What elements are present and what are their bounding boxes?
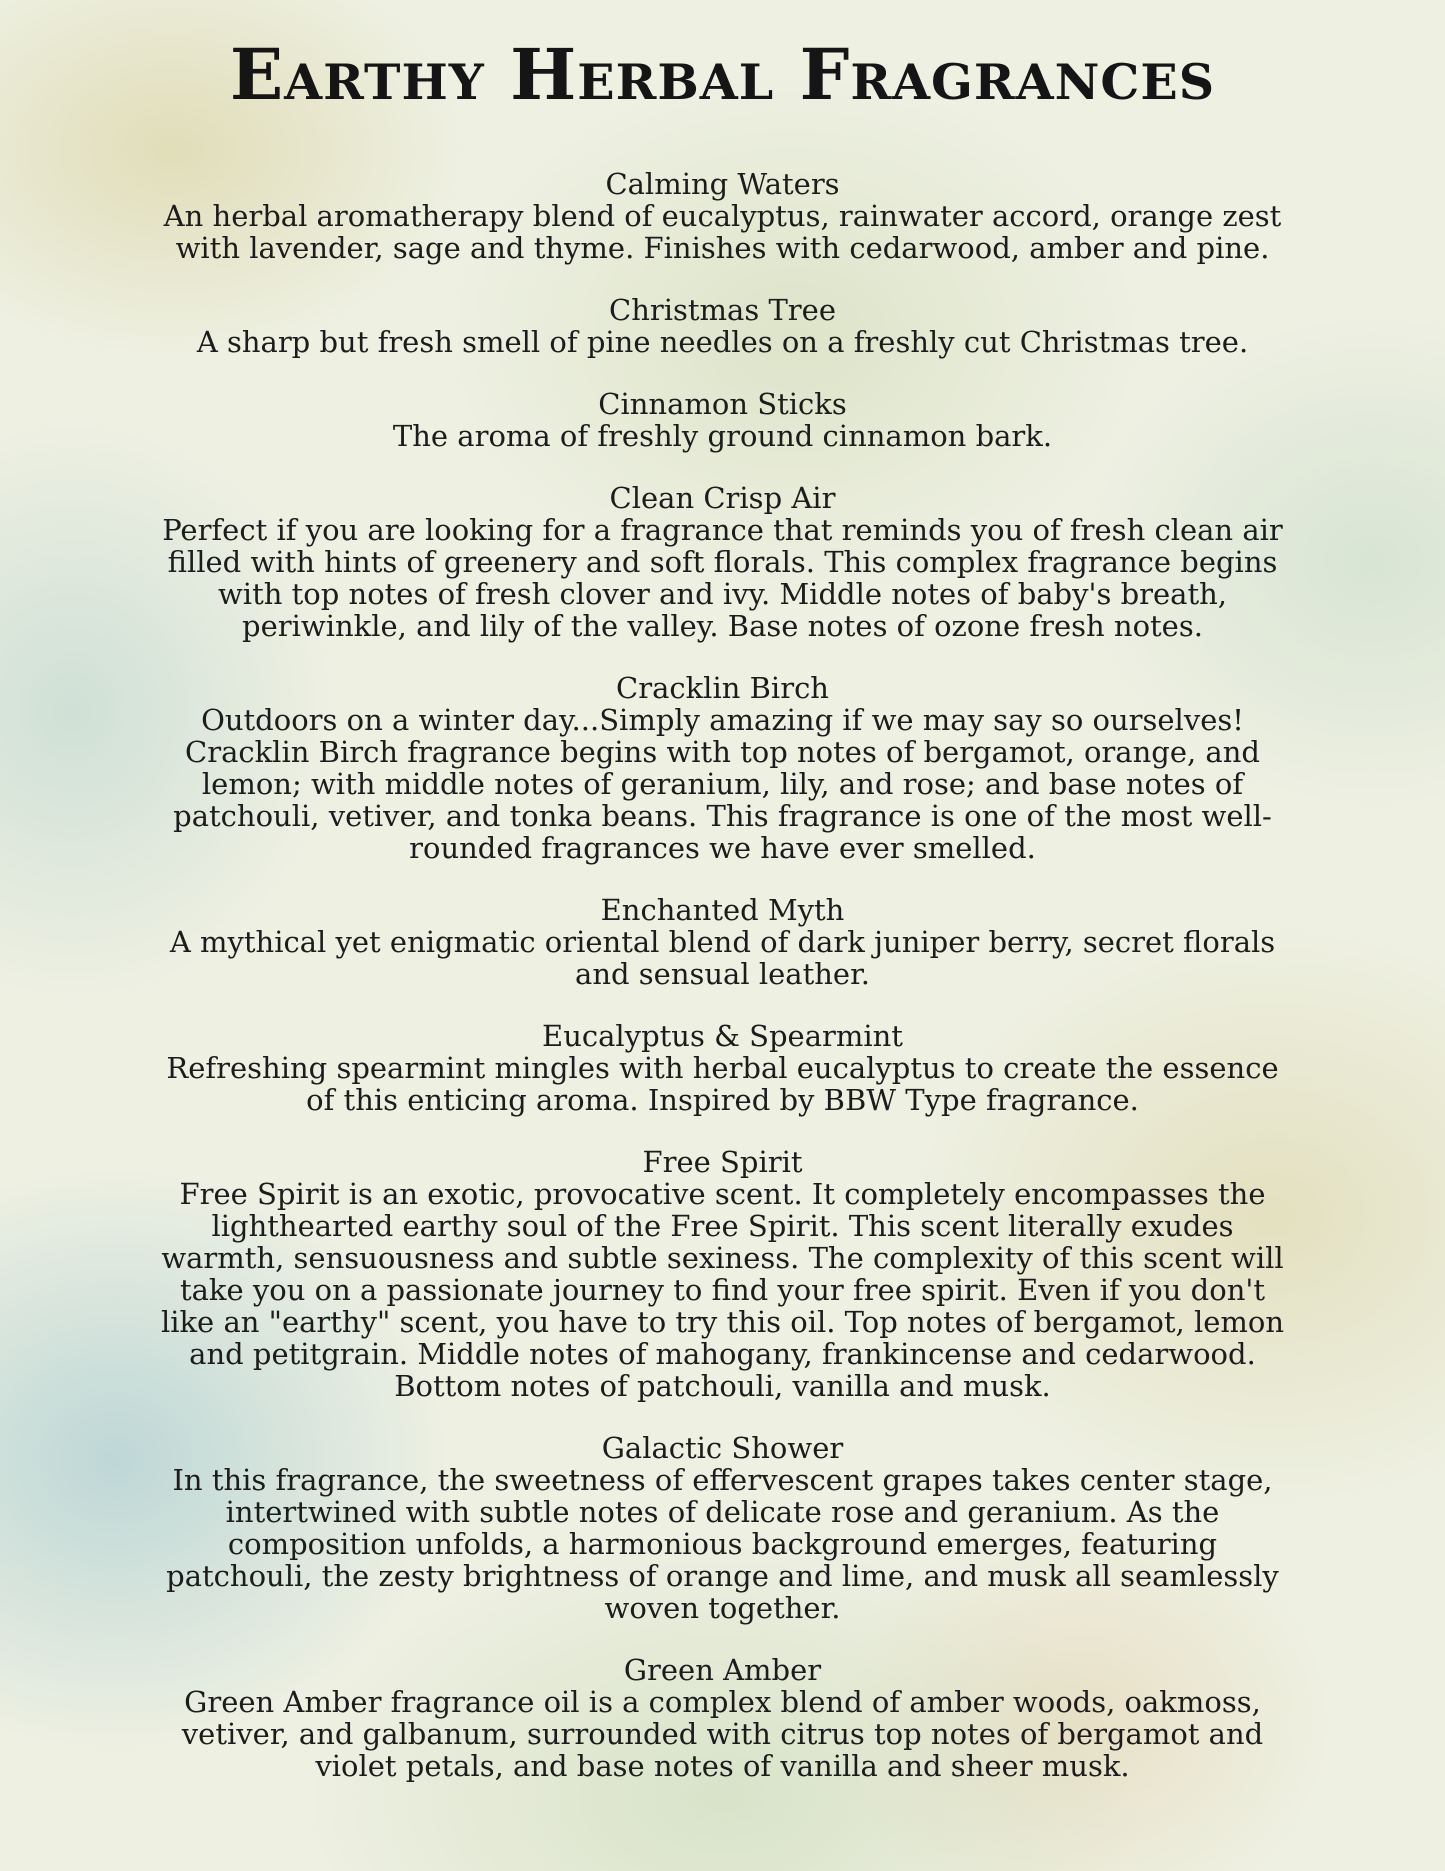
fragrance-entry — [110, 388, 1335, 452]
fragrance-description — [110, 420, 1335, 452]
fragrance-description — [110, 200, 1335, 264]
fragrance-entry — [110, 1654, 1335, 1782]
fragrance-name: Eucalyptus & Spearmint — [542, 1019, 903, 1053]
description-line: lemon; with middle notes of geranium, lily, and rose; and base notes of — [201, 767, 1244, 801]
description-line: Outdoors on a winter day...Simply amazing if we may say so ourselves! — [201, 703, 1244, 737]
description-line: periwinkle, and lily of the valley. Base notes of ozone fresh notes. — [242, 609, 1203, 643]
fragrance-description — [110, 1464, 1335, 1624]
fragrance-description — [110, 1686, 1335, 1782]
fragrance-entry — [110, 672, 1335, 864]
fragrance-name: Enchanted Myth — [600, 893, 845, 927]
description-line: rounded fragrances we have ever smelled. — [409, 831, 1036, 865]
description-line: lighthearted earthy soul of the Free Spirit. This scent literally exudes — [211, 1209, 1234, 1243]
fragrance-entry — [110, 1432, 1335, 1624]
fragrance-description — [110, 704, 1335, 864]
description-line: take you on a passionate journey to find your free spirit. Even if you don't — [179, 1273, 1265, 1307]
description-line: Refreshing spearmint mingles with herbal eucalyptus to create the essence — [166, 1051, 1279, 1085]
fragrance-name: Cracklin Birch — [616, 671, 829, 705]
fragrance-name: Galactic Shower — [601, 1431, 844, 1465]
fragrance-description — [110, 1052, 1335, 1116]
fragrance-entry — [110, 1020, 1335, 1116]
description-line: A mythical yet enigmatic oriental blend of dark juniper berry, secret florals — [169, 925, 1276, 959]
description-line: intertwined with subtle notes of delicate rose and geranium. As the — [225, 1495, 1220, 1529]
description-line: woven together. — [604, 1591, 841, 1625]
fragrance-name: Cinnamon Sticks — [598, 387, 847, 421]
fragrance-description — [110, 326, 1335, 358]
page-title: Earthy Herbal Fragrances — [229, 33, 1216, 116]
description-line: violet petals, and base notes of vanilla and sheer musk. — [315, 1749, 1130, 1783]
fragrance-description — [110, 1178, 1335, 1402]
description-line: Perfect if you are looking for a fragrance that reminds you of fresh clean air — [162, 513, 1283, 547]
description-line: filled with hints of greenery and soft florals. This complex fragrance begins — [167, 545, 1278, 579]
description-line: of this enticing aroma. Inspired by BBW Type fragrance. — [306, 1083, 1139, 1117]
description-line: warmth, sensuousness and subtle sexiness. The complexity of this scent will — [161, 1241, 1284, 1275]
description-line: patchouli, vetiver, and tonka beans. This fragrance is one of the most well- — [173, 799, 1272, 833]
fragrance-name: Calming Waters — [605, 167, 840, 201]
fragrance-entry — [110, 1146, 1335, 1402]
description-line: The aroma of freshly ground cinnamon bark. — [392, 419, 1053, 453]
description-line: like an "earthy" scent, you have to try this oil. Top notes of bergamot, lemon — [160, 1305, 1285, 1339]
description-line: An herbal aromatherapy blend of eucalyptus, rainwater accord, orange zest — [163, 199, 1282, 233]
description-line: Bottom notes of patchouli, vanilla and musk. — [394, 1369, 1051, 1403]
description-line: with lavender, sage and thyme. Finishes with cedarwood, amber and pine. — [175, 231, 1270, 265]
fragrance-name: Clean Crisp Air — [609, 481, 836, 515]
fragrance-list — [110, 168, 1335, 1812]
fragrance-name: Free Spirit — [642, 1145, 803, 1179]
fragrance-name: Green Amber — [623, 1653, 822, 1687]
fragrance-entry — [110, 482, 1335, 642]
fragrance-name: Christmas Tree — [609, 293, 836, 327]
description-line: Green Amber fragrance oil is a complex blend of amber woods, oakmoss, — [184, 1685, 1261, 1719]
description-line: and sensual leather. — [575, 957, 870, 991]
description-line: A sharp but fresh smell of pine needles on a freshly cut Christmas tree. — [196, 325, 1249, 359]
fragrance-entry — [110, 294, 1335, 358]
fragrance-description — [110, 514, 1335, 642]
description-line: with top notes of fresh clover and ivy. Middle notes of baby's breath, — [217, 577, 1228, 611]
fragrance-entry — [110, 894, 1335, 990]
description-line: and petitgrain. Middle notes of mahogany, frankincense and cedarwood. — [189, 1337, 1256, 1371]
fragrance-entry — [110, 168, 1335, 264]
fragrance-description — [110, 926, 1335, 990]
description-line: In this fragrance, the sweetness of effervescent grapes takes center stage, — [172, 1463, 1273, 1497]
description-line: Free Spirit is an exotic, provocative scent. It completely encompasses the — [179, 1177, 1266, 1211]
description-line: vetiver, and galbanum, surrounded with citrus top notes of bergamot and — [181, 1717, 1264, 1751]
description-line: composition unfolds, a harmonious background emerges, featuring — [227, 1527, 1218, 1561]
description-line: Cracklin Birch fragrance begins with top notes of bergamot, orange, and — [185, 735, 1260, 769]
description-line: patchouli, the zesty brightness of orange and lime, and musk all seamlessly — [166, 1559, 1279, 1593]
